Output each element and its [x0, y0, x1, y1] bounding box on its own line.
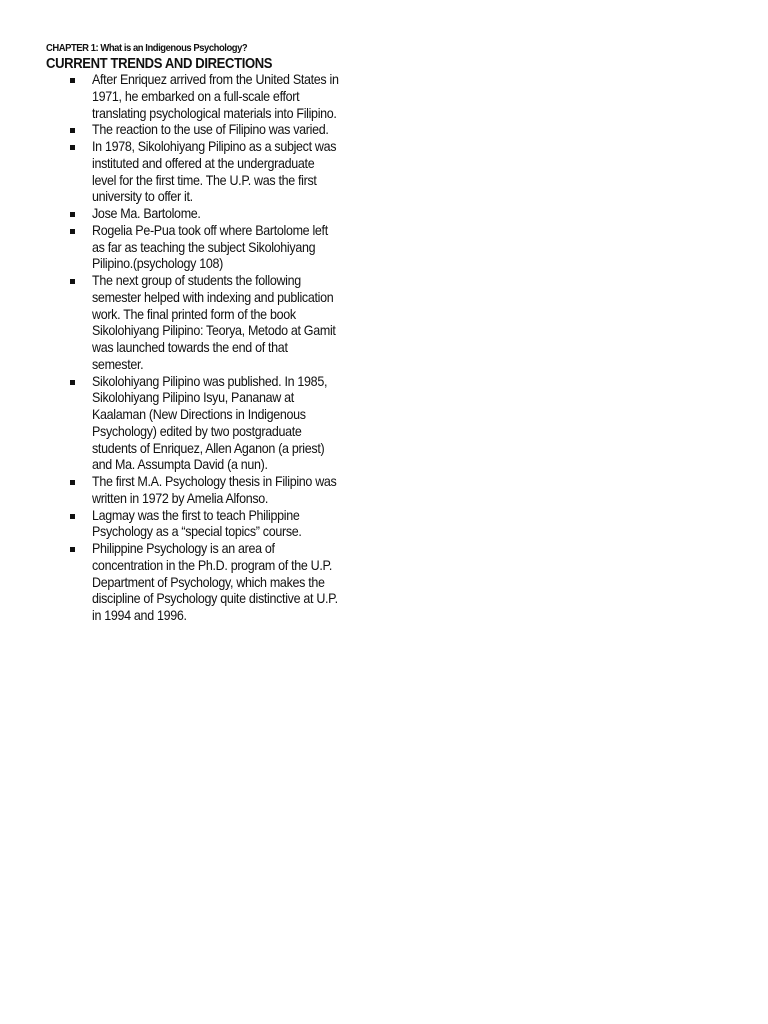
- list-item-text-line: The reaction to the use of Filipino was varied.: [92, 122, 329, 138]
- square-bullet-icon: [70, 145, 75, 150]
- list-item-text-line: Department of Psychology, which makes the: [92, 574, 325, 590]
- list-item-text-line: Psychology as a “special topics” course.: [92, 524, 302, 540]
- list-item: [0, 474, 360, 508]
- list-item: [0, 223, 360, 273]
- list-item-text-line: and Ma. Assumpta David (a nun).: [92, 457, 268, 473]
- list-item: [0, 374, 360, 475]
- square-bullet-icon: [70, 380, 75, 385]
- list-item-text-line: Sikolohiyang Pilipino Isyu, Pananaw at: [92, 390, 294, 406]
- square-bullet-icon: [70, 229, 75, 234]
- square-bullet-icon: [70, 547, 75, 552]
- list-item-text-line: level for the first time. The U.P. was the first: [92, 172, 317, 188]
- list-item-text-line: instituted and offered at the undergraduate: [92, 155, 315, 171]
- list-item-text-line: in 1994 and 1996.: [92, 608, 187, 623]
- list-item: [0, 508, 360, 542]
- square-bullet-icon: [70, 212, 75, 217]
- list-item-text-line: After Enriquez arrived from the United States in: [92, 72, 339, 87]
- list-item-text-line: Rogelia Pe-Pua took off where Bartolome left: [92, 222, 328, 238]
- list-item-text-line: semester helped with indexing and publication: [92, 289, 334, 305]
- square-bullet-icon: [70, 480, 75, 485]
- list-item: [0, 122, 360, 139]
- list-item: [0, 206, 360, 223]
- list-item-text-line: was launched towards the end of that: [92, 340, 288, 355]
- list-item-text-line: Philippine Psychology is an area of: [92, 541, 275, 556]
- list-item-text-line: written in 1972 by Amelia Alfonso.: [92, 490, 269, 506]
- list-item-text-line: 1971, he embarked on a full-scale effort: [92, 88, 300, 104]
- square-bullet-icon: [70, 514, 75, 519]
- list-item: [0, 541, 360, 625]
- list-item: [0, 273, 360, 374]
- list-item-text-line: university to offer it.: [92, 189, 193, 205]
- list-item-text-line: semester.: [92, 356, 144, 372]
- square-bullet-icon: [70, 279, 75, 284]
- list-item: [0, 72, 360, 122]
- list-item-text-line: translating psychological materials into Filipino.: [92, 105, 337, 121]
- list-item-text-line: The next group of students the following: [92, 273, 301, 288]
- list-item-text-line: Jose Ma. Bartolome.: [92, 206, 201, 221]
- list-item-text-line: Sikolohiyang Pilipino: Teorya, Metodo at Gamit: [92, 323, 336, 339]
- list-item-text-line: Sikolohiyang Pilipino was published. In 1985,: [92, 373, 328, 389]
- list-item-text-line: Kaalaman (New Directions in Indigenous: [92, 407, 306, 422]
- bullet-list: [0, 72, 360, 625]
- square-bullet-icon: [70, 78, 75, 83]
- list-item-text-line: concentration in the Ph.D. program of the U.P.: [92, 557, 333, 573]
- square-bullet-icon: [70, 128, 75, 133]
- chapter-title: CHAPTER 1: What is an Indigenous Psychology?: [46, 42, 248, 54]
- list-item-text-line: Psychology) edited by two postgraduate: [92, 423, 302, 439]
- list-item-text-line: discipline of Psychology quite distinctive at U.P.: [92, 591, 338, 607]
- list-item-text-line: students of Enriquez, Allen Aganon (a priest): [92, 440, 325, 456]
- list-item-text-line: Pilipino.(psychology 108): [92, 256, 223, 272]
- section-heading: CURRENT TRENDS AND DIRECTIONS: [46, 56, 273, 72]
- list-item-text-line: In 1978, Sikolohiyang Pilipino as a subject was: [92, 139, 337, 154]
- list-item-text-line: Lagmay was the first to teach Philippine: [92, 507, 300, 523]
- list-item-text-line: The first M.A. Psychology thesis in Filipino was: [92, 474, 337, 489]
- list-item-text-line: work. The final printed form of the book: [92, 306, 296, 322]
- list-item-text-line: as far as teaching the subject Sikolohiyang: [92, 239, 316, 255]
- list-item: [0, 139, 360, 206]
